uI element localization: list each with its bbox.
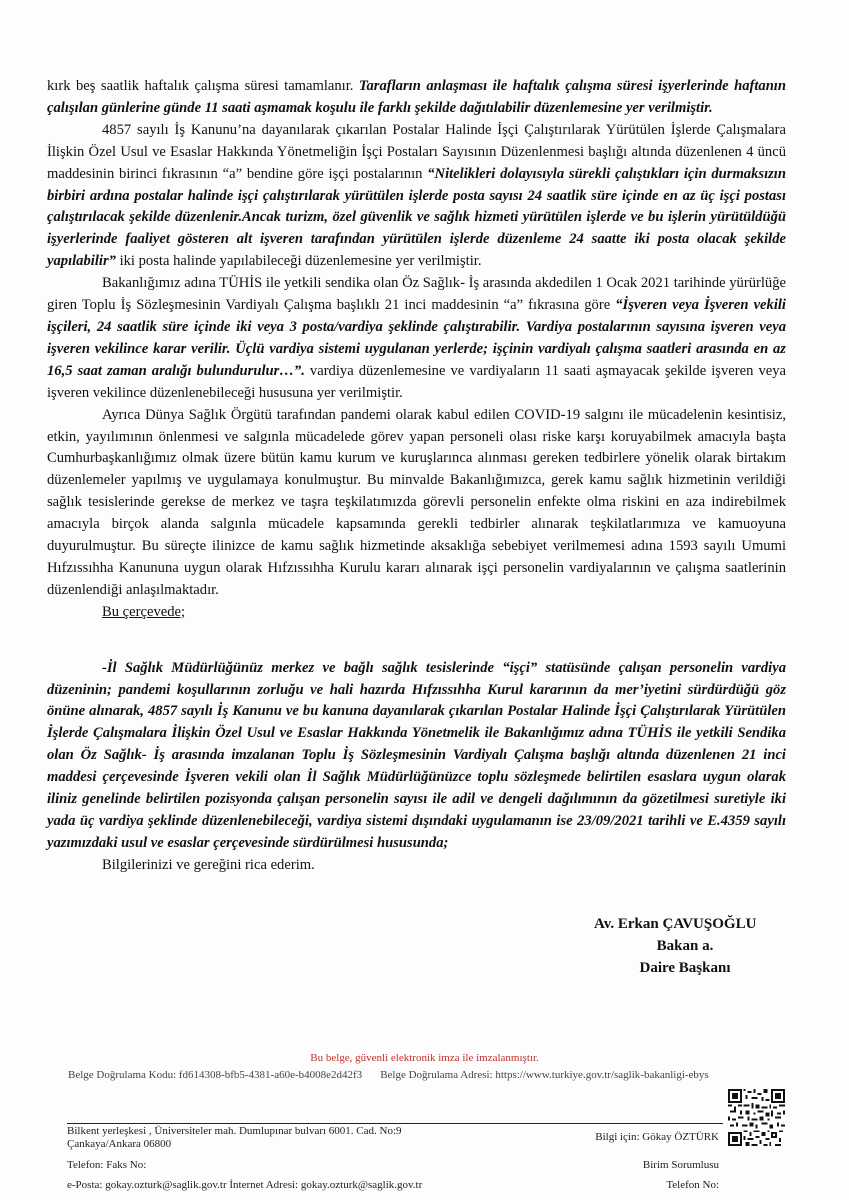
closing-line: Bilgilerinizi ve gereğini rica ederim. (102, 856, 315, 873)
directive-paragraph: -İl Sağlık Müdürlüğünüz merkez ve bağlı sağlık tesislerinde “işçi” statüsünde çalışan personelin vardiya düzeninin; pandemi koşullarının zorluğu ve hali hazırda Hıfzıssıhha Kurul kararının da mer’iyetini sürdürdüğü göz önüne alınarak, 4857 sayılı İş Kanunu ve bu kanuna dayanılarak çıkarılan Postalar Halinde İşçi Çalıştırılarak Yürütülen İşlerde Çalışmalara İlişkin Özel Usul ve Esaslar Hakkında Yönetmelik ile Bakanlığımız adına TÜHİS ile yetkili Sendika olan Öz Sağlık- İş arasında imzalanan Toplu İş Sözleşmesinin Vardiyalı Çalışma başlığı altında düzenlenen 21 inci maddesi çerçevesinde İşveren vekili olan İl Sağlık Müdürlüğünüzce toplu sözleşmede belirtilen esaslara uygun olarak iliniz genelinde belirtilen pozisyonda çalışan personelin sayısı ile adil ve dengeli dağılımının da gözetilmesi suretiyle iki yada üç vardiya şeklinde düzenlenebileceği, vardiya sistemi dışındaki uygulamanın ise 23/09/2021 tarihli ve E.4359 sayılı yazımızdaki usul ve esaslar çerçevesinde sürdürülmesi hususunda; (47, 659, 786, 851)
qr-code-icon (727, 1089, 786, 1146)
info-contact: Bilgi için: Gökay ÖZTÜRK (595, 1131, 719, 1143)
signatory-title-1: Bakan a. (656, 938, 714, 954)
quote-text: “Nitelikleri dolayısıyla sürekli çalıştıkları için durmaksızın birbiri ardına postalar halinde işçi çalıştırılarak yürütülen işlerde posta sayısı 24 saatlik süre içinde en az üç işçi postası çalıştırılacak şekilde düzenlenir.Ancak turizm, özel güvenlik ve sağlık hizmeti yürütülen işlerde ve bu işlerin yürütüldüğü işyerlerinde faaliyet gösteren alt işveren tarafından yürütülen işlerde düzenleme 24 saatte iki posta olacak şekilde yapılabilir” (47, 165, 786, 270)
footer-divider (67, 1123, 723, 1124)
phone-fax: Telefon: Faks No: (67, 1159, 147, 1171)
letter-body (47, 76, 786, 877)
section-heading: Bu çerçevede; (102, 603, 186, 620)
spacer (47, 624, 786, 646)
paragraph-2: 4857 sayılı İş Kanunu’na dayanılarak çıkarılan Postalar Halinde İşçi Çalıştırılarak Yürütülen İşlerde Çalışmalara İlişkin Özel Usul ve Esaslar Hakkında Yönetmeliğin İşçi Postaları Sayısının Düzenlenmesi başlığı altında düzenlenen 4 üncü maddesinin birinci fıkrasının “a” bendine göre işçi postalarının “Nitelikleri dolayısıyla sürekli çalıştıkları için durmaksızın birbiri ardına postalar halinde işçi çalıştırılarak yürütülen işlerde posta sayısı 24 saatlik süre içinde en az üç işçi postası çalıştırılacak şekilde düzenlenir.Ancak turizm, özel güvenlik ve sağlık hizmeti yürütülen işlerde ve bu işlerin yürütüldüğü işyerlerinde faaliyet gösteren alt işveren tarafından yürütülen işlerde düzenleme 24 saatte iki posta olacak şekilde yapılabilir” iki posta halinde yapılabileceği düzenlemesine yer verilmiştir. (47, 121, 786, 270)
unit-role: Birim Sorumlusu (642, 1159, 719, 1171)
paragraph-3: Bakanlığımız adına TÜHİS ile yetkili sendika olan Öz Sağlık- İş arasında akdedilen 1 Ocak 2021 tarihinde yürürlüğe giren Toplu İş Sözleşmesinin Vardiyalı Çalışma başlıklı 21 inci maddesinin “a” fıkrasına göre “İşveren veya İşveren vekili işçileri, 24 saatlik süre içinde iki veya 3 posta/vardiya şeklinde çalıştırabilir. Vardiya postalarının sayısına işveren veya işveren vekilince karar verilir. Üçlü vardiya sistemi uygulanan yerlerde; işçinin vardiyalı çalışma saatleri arasında en az 16,5 saat zaman aralığı bulundurulur…”. vardiya düzenlemesine ve vardiyaların 11 saati aşmayacak şekilde işveren veya işveren vekilince düzenlenebileceği hususuna yer verilmiştir. (47, 275, 786, 401)
signature-block (560, 913, 810, 979)
institution-address: Bilkent yerleşkesi , Üniversiteler mah. Dumlupınar bulvarı 6001. Cad. No:9 Çankaya/Ankara 06800 (67, 1125, 402, 1150)
emphasis-text: Tarafların anlaşması ile haftalık çalışma süresi işyerlerinde haftanın çalışılan günlerine günde 11 saati aşmamak koşulu ile farklı şekilde dağıtılabilir düzenlemesine yer verilmiştir. (47, 78, 786, 116)
verification-address[interactable]: Belge Doğrulama Adresi: https://www.turkiye.gov.tr/saglik-bakanligi-ebys (380, 1069, 709, 1081)
verification-code: Belge Doğrulama Kodu: fd614308-bfb5-4381-a60e-b4008e2d42f3 (68, 1069, 363, 1081)
paragraph-4: Ayrıca Dünya Sağlık Örgütü tarafından pandemi olarak kabul edilen COVID-19 salgını ile mücadelenin kesintisiz, etkin, yayılımının önlenmesi ve salgınla mücadelede görev yapan personeli olası riske karşı koruyabilmek amacıyla başta Cumhurbaşkanlığımız olmak üzere bütün kamu kurum ve kuruşlarınca alınması gereken tedbirlere yönelik olarak birtakım düzenlemeler yapılmış ve uygulamaya konulmuştur. Bu minvalde Bakanlığımızca, gerek kamu sağlık hizmetinin verildiği sağlık tesislerinde gerekse de merkez ve taşra teşkilatımızda görevli personelin enfekte olma riskini en aza indirebilmek amacıyla birçok alanda salgınla mücadele kapsamında gerekli tedbirler alınarak teşkilatlarımıza ve kamuoyuna duyurulmuştur. Bu süreçte ilinizce de kamu sağlık hizmetinde aksaklığa sebebiyet verilmemesi adına 1593 sayılı Umumi Hıfzıssıhha Kanununa uygun olarak Hıfzıssıhha Kurulu kararı alınarak işçi personelin vardiyalarının ve çalışma saatlerinin düzenlendiği anlaşılmaktadır. (47, 406, 786, 598)
quote-text: “İşveren veya İşveren vekili işçileri, 24 saatlik süre içinde iki veya 3 posta/vardiya şeklinde çalıştırabilir. Vardiya postalarının sayısına işveren veya işveren vekilince karar verilir. Üçlü vardiya sistemi uygulanan yerlerde; işçinin vardiyalı çalışma saatleri arasında en az 16,5 saat zaman aralığı bulundurulur…”. (47, 297, 786, 379)
e-signature-notice: Bu belge, güvenli elektronik imza ile imzalanmıştır. (310, 1052, 539, 1064)
signatory-name: Av. Erkan ÇAVUŞOĞLU (594, 916, 757, 932)
paragraph-1: kırk beş saatlik haftalık çalışma süresi tamamlanır. Tarafların anlaşması ile haftalık çalışma süresi işyerlerinde haftanın çalışılan günlerine günde 11 saati aşmamak koşulu ile farklı şekilde dağıtılabilir düzenlemesine yer verilmiştir. (47, 78, 786, 116)
phone-number: Telefon No: (666, 1179, 719, 1191)
email-web[interactable]: e-Posta: gokay.ozturk@saglik.gov.tr İnternet Adresi: gokay.ozturk@saglik.gov.tr (67, 1179, 423, 1191)
verification-line (68, 1069, 709, 1081)
signatory-title-2: Daire Başkanı (639, 960, 731, 976)
